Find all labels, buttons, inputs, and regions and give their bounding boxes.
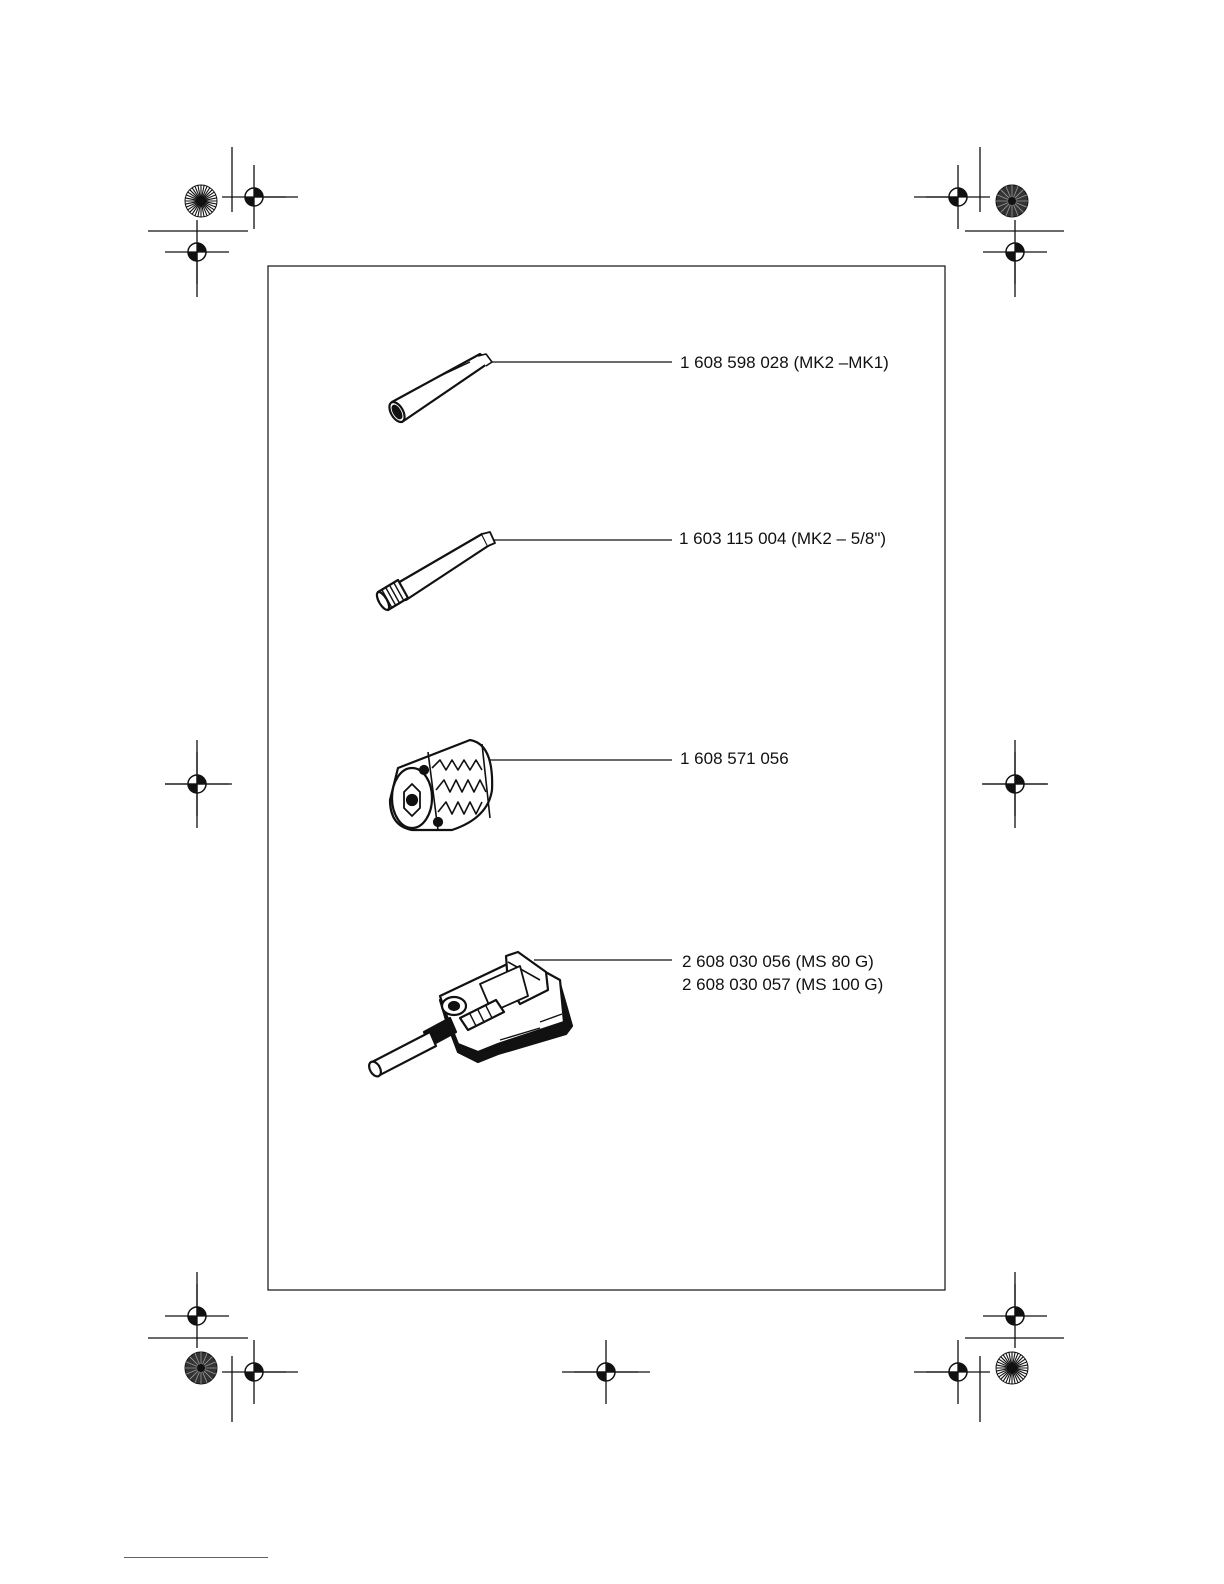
sunburst-mark-icon (996, 1352, 1028, 1384)
machine-vise-illustration (367, 952, 572, 1078)
registration-marks-middle (165, 740, 1048, 828)
part-label-vise-ms80: 2 608 030 056 (MS 80 G) (682, 952, 874, 971)
taper-arbor-illustration (375, 532, 495, 612)
sunburst-mark-icon (185, 185, 217, 217)
part-label-taper-sleeve: 1 608 598 028 (MK2 –MK1) (680, 353, 889, 372)
part-label-drill-chuck: 1 608 571 056 (680, 749, 789, 768)
registration-marks-bottom (148, 1272, 1064, 1422)
footer-link-rule (124, 1557, 268, 1558)
leader-lines (486, 362, 672, 960)
drill-chuck-illustration (390, 740, 492, 830)
content-frame (268, 266, 945, 1290)
taper-sleeve-illustration (386, 354, 492, 425)
sunburst-mark-icon (185, 1352, 217, 1384)
part-label-taper-arbor: 1 603 115 004 (MK2 – 5/8") (679, 529, 887, 548)
part-label-vise-ms100: 2 608 030 057 (MS 100 G) (682, 975, 884, 994)
sunburst-mark-icon (996, 185, 1028, 217)
registration-marks-top (148, 147, 1064, 297)
